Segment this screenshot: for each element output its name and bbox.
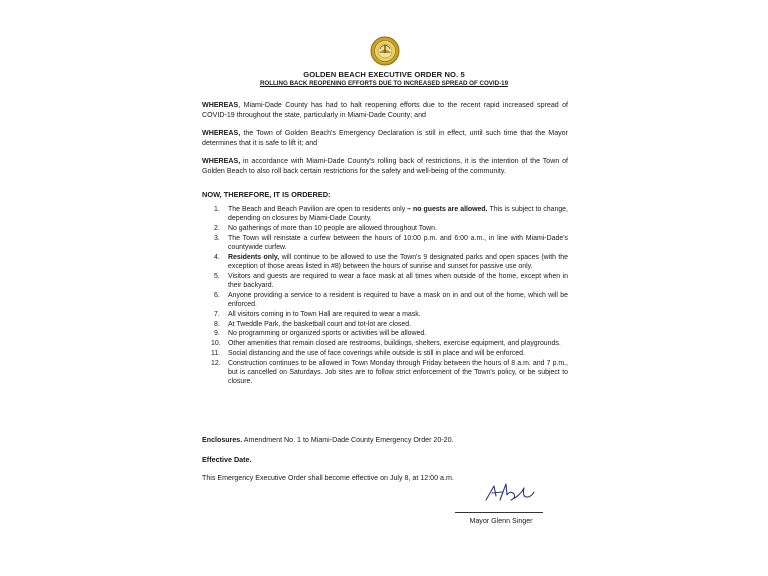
- whereas-text: , Miami-Dade County has had to halt reopening efforts due to the recent rapid increased spread of COVID-19 throughout the state, particularly in Miami-Dade County; and: [202, 101, 568, 119]
- order-item: [202, 272, 568, 290]
- order-text: Other amenities that remain closed are restrooms, buildings, shelters, exercise equipment, and playgrounds.: [228, 340, 561, 348]
- enclosures-line: [202, 436, 454, 444]
- order-number: 3.: [214, 234, 220, 242]
- order-item: [202, 329, 568, 338]
- signature-line: [455, 512, 543, 513]
- order-text: Social distancing and the use of face coverings while outside is still in place and will be enforced.: [228, 349, 525, 357]
- order-text: Anyone providing a service to a resident is required to have a mask on in and out of the home, which will be enforced.: [228, 291, 568, 308]
- order-bold-text: Residents only,: [228, 253, 280, 261]
- order-text-cont: This is subject to change, depending on closures by Miami-Dade County.: [228, 206, 568, 223]
- order-item: [202, 234, 568, 252]
- order-text: Visitors and guests are required to wear a face mask at all times when outside of the home, except when in their backyard.: [228, 272, 568, 289]
- order-number: 10.: [211, 340, 221, 348]
- order-number: 1.: [214, 206, 220, 213]
- whereas-paragraph-1: [202, 101, 568, 120]
- order-number: 4.: [214, 253, 220, 261]
- order-number: 11.: [211, 349, 221, 357]
- enclosures-label: Enclosures.: [202, 436, 243, 444]
- order-item: [202, 310, 568, 319]
- order-item: [202, 339, 568, 348]
- order-item: [202, 320, 568, 329]
- order-item: [202, 253, 568, 271]
- mayor-signature: [480, 480, 540, 506]
- order-number: 8.: [214, 320, 220, 328]
- order-text-cont: will continue to be allowed to use the Town's 9 designated parks and open spaces (with the exception of those areas listed in #8) between the hours of sunrise and sunset for passive use only.: [228, 253, 569, 270]
- order-item: [202, 205, 568, 223]
- order-text: Construction continues to be allowed in Town Monday through Friday between the hours of 8 a.m. and 7 p.m., but is cancelled on Saturdays. Job sites are to follow strict enforcement of the Town's policy, or be subject to closure.: [228, 359, 568, 386]
- whereas-paragraph-3: [202, 157, 568, 176]
- order-number: 12.: [211, 359, 221, 367]
- orders-list: [202, 205, 568, 387]
- order-text: The Beach and Beach Pavilion are open to residents only: [228, 206, 408, 213]
- order-number: 7.: [214, 310, 220, 318]
- order-text: No gatherings of more than 10 people are allowed throughout Town.: [228, 225, 437, 232]
- whereas-lead: WHEREAS: [202, 101, 239, 109]
- order-number: 2.: [214, 225, 220, 232]
- order-text: All visitors coming in to Town Hall are required to wear a mask.: [228, 310, 421, 318]
- effective-date-text: This Emergency Executive Order shall become effective on July 8, at 12:00 a.m.: [202, 474, 454, 482]
- order-text: No programming or organized sports or activities will be allowed.: [228, 330, 427, 338]
- whereas-lead: WHEREAS,: [202, 129, 241, 137]
- effective-date-heading: Effective Date.: [202, 455, 252, 464]
- town-seal-logo: [370, 36, 400, 66]
- whereas-text: the Town of Golden Beach's Emergency Declaration is still in effect, until such time that the Mayor determines that it is safe to lift it; and: [202, 129, 568, 147]
- whereas-text: in accordance with Miami-Dade County's rolling back of restrictions, it is the intention of the Town of Golden Beach to also roll back certain restrictions for the safety and well-being of the community.: [202, 157, 568, 175]
- order-number: 6.: [214, 291, 220, 299]
- order-bold-text: – no guests are allowed.: [407, 206, 488, 213]
- order-item: [202, 224, 568, 233]
- order-title: GOLDEN BEACH EXECUTIVE ORDER NO. 5: [303, 70, 465, 79]
- order-item: [202, 291, 568, 309]
- order-number: 5.: [214, 272, 220, 280]
- order-text: The Town will reinstate a curfew between the hours of 10:00 p.m. and 6:00 a.m., in line with Miami-Dade's countywide curfew.: [228, 234, 568, 251]
- enclosures-text: Amendment No. 1 to Miami-Dade County Emergency Order 20-20.: [242, 436, 454, 444]
- whereas-lead: WHEREAS,: [202, 157, 241, 165]
- order-number: 9.: [214, 330, 220, 338]
- order-text: At Tweddle Park, the basketball court and tot-lot are closed.: [228, 320, 412, 328]
- order-item: [202, 359, 568, 387]
- signer-name: Mayor Glenn Singer: [469, 517, 533, 525]
- whereas-paragraph-2: [202, 129, 568, 148]
- order-subtitle: ROLLING BACK REOPENING EFFORTS DUE TO INCREASED SPREAD OF COVID-19: [259, 80, 509, 87]
- ordered-heading: NOW, THEREFORE, IT IS ORDERED:: [202, 190, 331, 199]
- order-item: [202, 349, 568, 358]
